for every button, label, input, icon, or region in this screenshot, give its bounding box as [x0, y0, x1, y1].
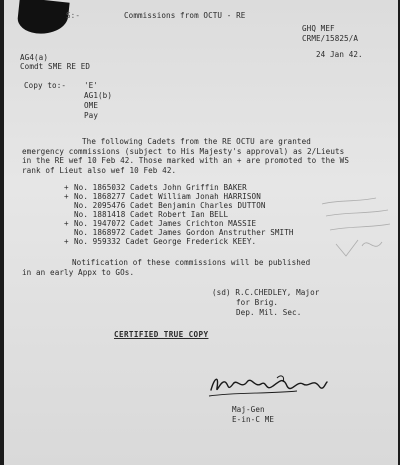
certified-true-copy: CERTIFIED TRUE COPY	[114, 330, 209, 339]
cadet-row	[64, 192, 261, 201]
copy-to-item: OME	[84, 101, 99, 110]
reference-org: GHQ MEF	[302, 24, 335, 33]
signatory-title: E-in-C ME	[232, 415, 275, 424]
copy-to-item: AG1(b)	[84, 91, 113, 100]
promotion-mark: +	[64, 237, 69, 246]
addressee-line-1: AG4(a)	[20, 53, 49, 62]
cadet-entry: No. 1865032 Cadets John Griffin BAKER	[74, 183, 247, 192]
notification-paragraph: Notification of these commissions will be published in an early Appx to GOs.	[22, 258, 311, 277]
signed-for-line: for Brig.	[236, 298, 279, 307]
cadet-row	[64, 201, 266, 210]
cadet-entry: No. 2095476 Cadet Benjamin Charles DUTTON	[74, 201, 266, 210]
torn-corner	[16, 0, 69, 37]
document-date: 24 Jan 42.	[316, 50, 363, 59]
subject-prefix: S:-	[66, 11, 81, 20]
cadet-row	[64, 237, 256, 246]
signed-office-line: Dep. Mil. Sec.	[236, 308, 302, 317]
cadet-entry: No. 1868972 Cadet James Gordon Anstruther SMITH	[74, 228, 294, 237]
handwritten-signature	[207, 372, 329, 400]
cadet-entry: No. 1947072 Cadet James Crichton MASSIE	[74, 219, 257, 228]
copy-to-item: 'E'	[84, 81, 99, 90]
cadet-row	[64, 219, 256, 228]
cadet-row	[64, 210, 228, 219]
cadet-entry: No. 1868277 Cadet William Jonah HARRISON	[74, 192, 261, 201]
cadet-row	[64, 228, 294, 237]
addressee-line-2: Comdt SME RE ED	[20, 62, 91, 71]
subject-line: Commissions from OCTU - RE	[124, 11, 246, 20]
document-page	[4, 0, 398, 465]
cadet-entry: No. 1881418 Cadet Robert Ian BELL	[74, 210, 229, 219]
promotion-mark: +	[64, 219, 69, 228]
signatory-rank: Maj-Gen	[232, 405, 265, 414]
signed-by-line: (sd) R.C.CHEDLEY, Major	[212, 288, 320, 297]
promotion-mark: +	[64, 183, 69, 192]
cadet-row	[64, 183, 247, 192]
reference-number: CRME/15825/A	[302, 34, 359, 43]
cadet-entry: No. 959332 Cadet George Frederick KEEY.	[74, 237, 257, 246]
promotion-mark: +	[64, 192, 69, 201]
copy-to-item: Pay	[84, 111, 99, 120]
pencil-marks	[316, 196, 396, 278]
copy-to-label: Copy to:-	[24, 81, 67, 90]
body-paragraph: The following Cadets from the RE OCTU are granted emergency commissions (subject to His Majesty's approval) as 2/Lieuts in the RE wef 10 Feb 42. Those marked with an + are promoted to the WS rank of Lieut also wef 10 Feb 42.	[22, 137, 350, 175]
